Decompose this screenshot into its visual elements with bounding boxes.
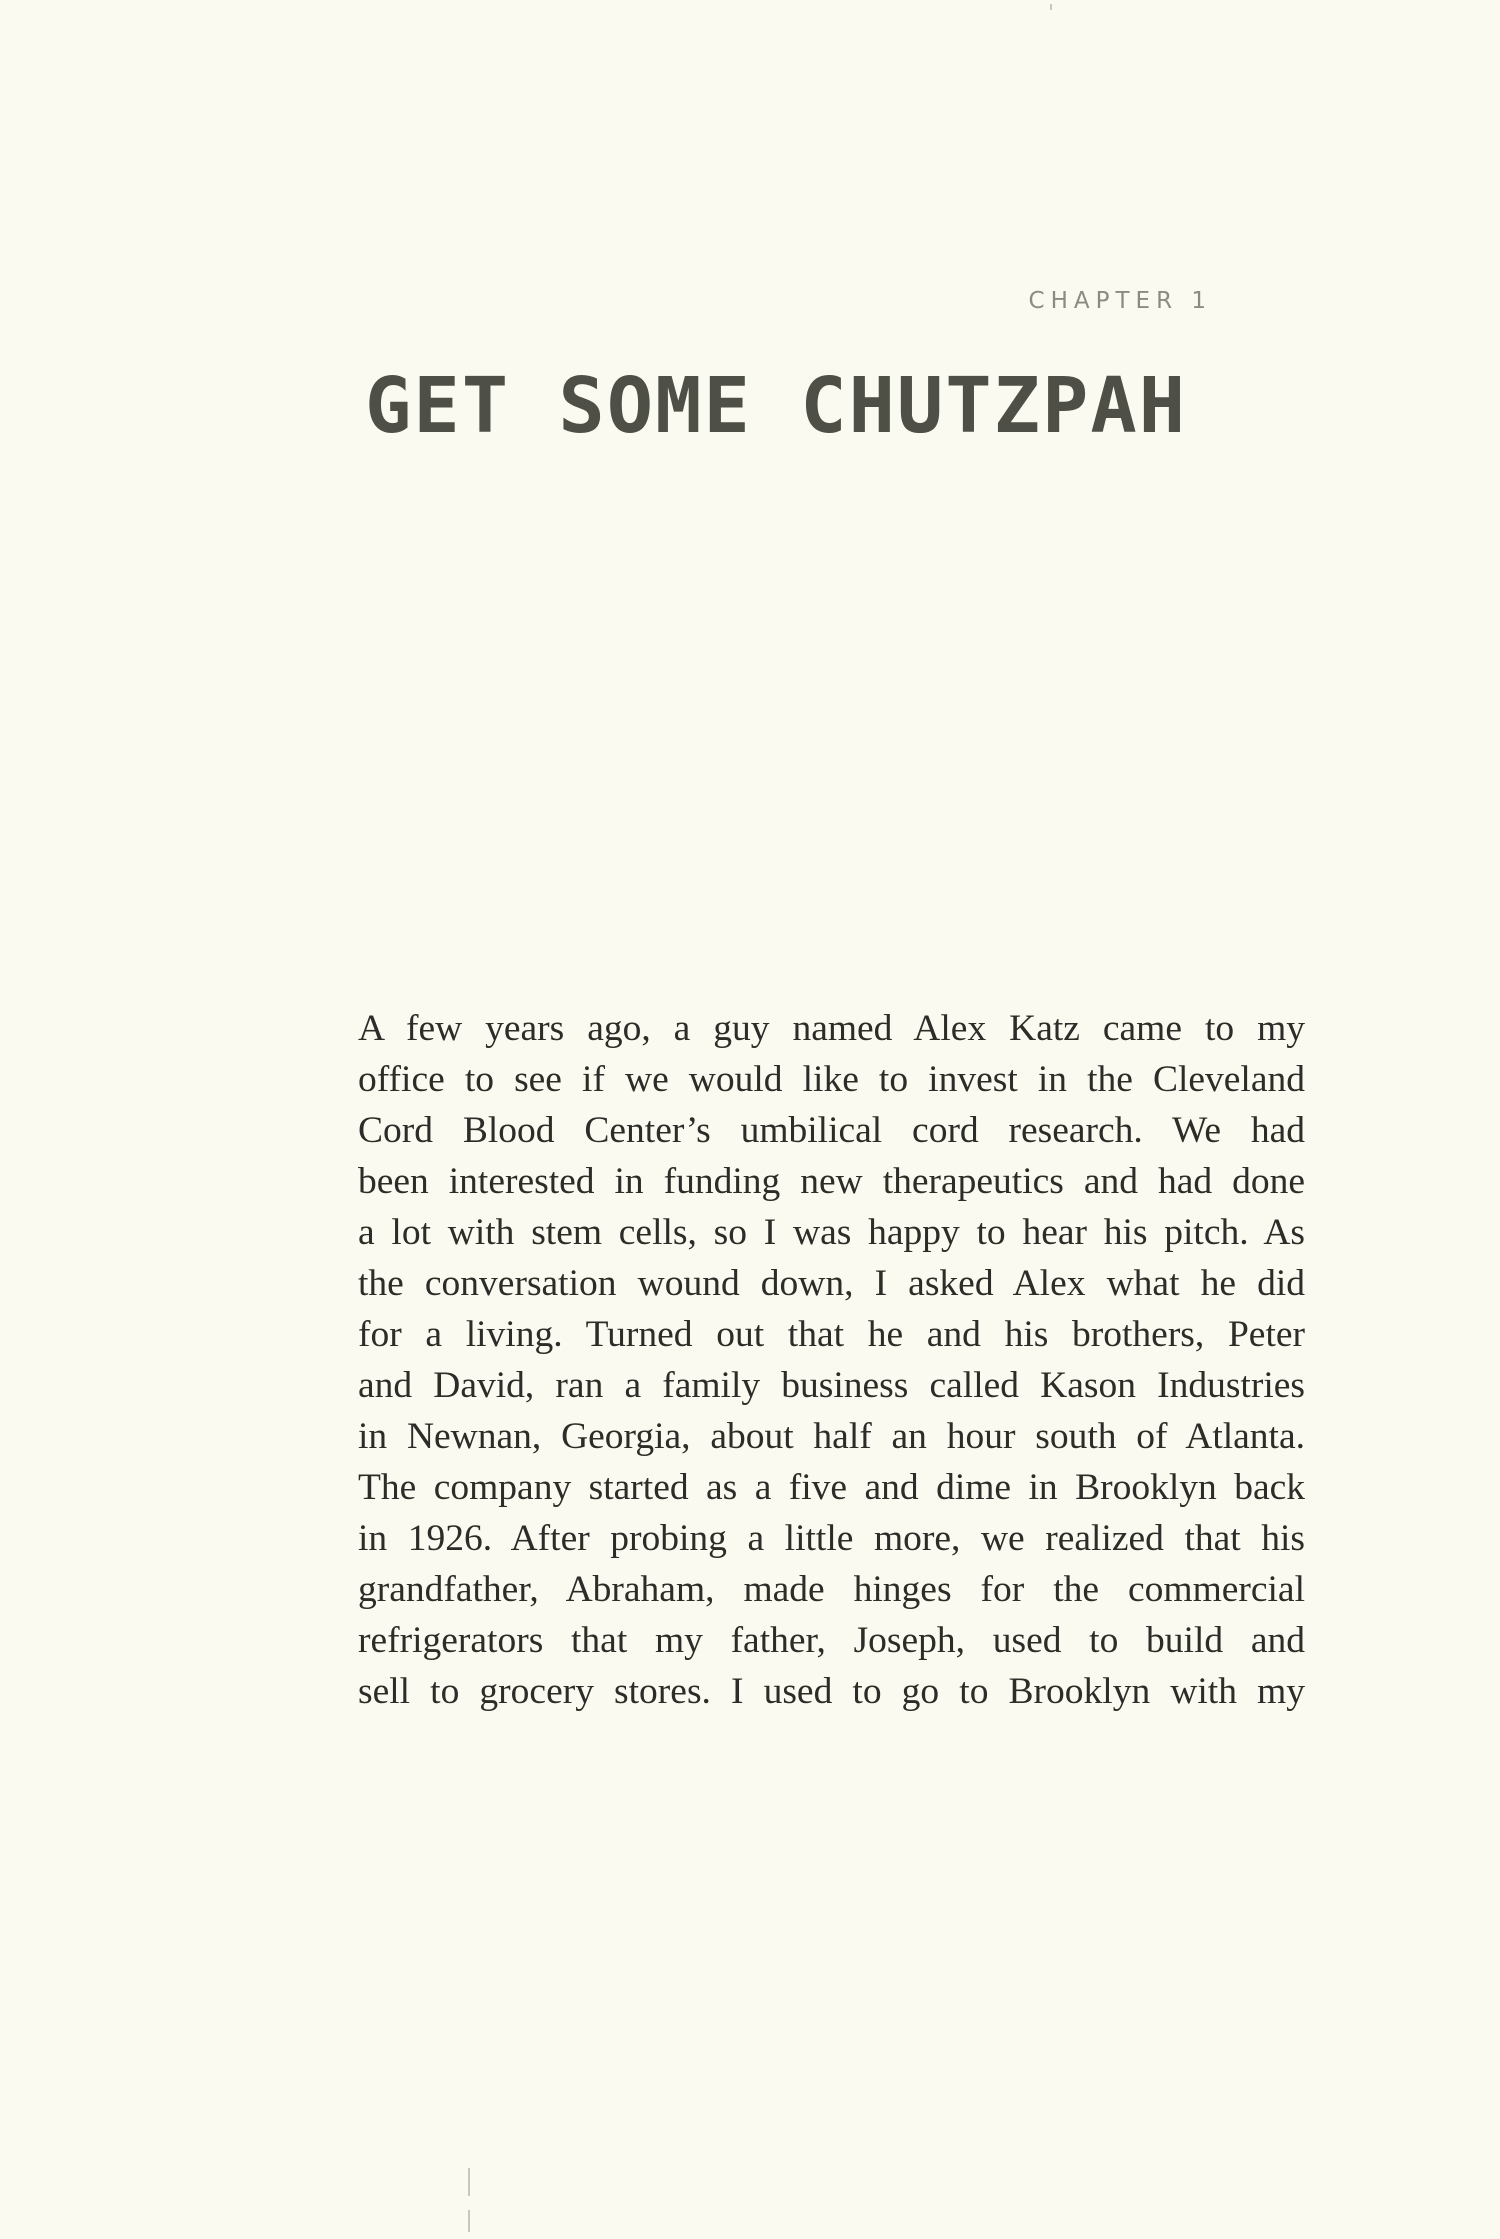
body-line: been interested in funding new therapeutics and had done — [358, 1161, 1305, 1202]
body-line: a lot with stem cells, so I was happy to hear his pitch. As — [358, 1212, 1305, 1253]
body-paragraph — [358, 1003, 1305, 1717]
body-line: office to see if we would like to invest in the Cleveland — [358, 1059, 1305, 1100]
chapter-title: GET SOME CHUTZPAH — [365, 362, 1188, 451]
body-line: in Newnan, Georgia, about half an hour south of Atlanta. — [358, 1416, 1305, 1457]
body-line: and David, ran a family business called Kason Industries — [358, 1365, 1305, 1406]
scan-speck — [1050, 4, 1052, 10]
body-line: the conversation wound down, I asked Alex what he did — [358, 1263, 1305, 1304]
body-line: A few years ago, a guy named Alex Katz came to my — [358, 1008, 1305, 1049]
body-line: sell to grocery stores. I used to go to Brooklyn with my — [358, 1671, 1305, 1712]
body-line: The company started as a five and dime in Brooklyn back — [358, 1467, 1305, 1508]
body-line: in 1926. After probing a little more, we realized that his — [358, 1518, 1305, 1559]
body-line: Cord Blood Center’s umbilical cord research. We had — [358, 1110, 1305, 1151]
scan-speck — [468, 2210, 470, 2232]
body-line: for a living. Turned out that he and his brothers, Peter — [358, 1314, 1305, 1355]
scan-speck — [468, 2168, 470, 2196]
body-line: refrigerators that my father, Joseph, used to build and — [358, 1620, 1305, 1661]
body-line: grandfather, Abraham, made hinges for the commercial — [358, 1569, 1305, 1610]
chapter-label: CHAPTER 1 — [1028, 288, 1212, 314]
